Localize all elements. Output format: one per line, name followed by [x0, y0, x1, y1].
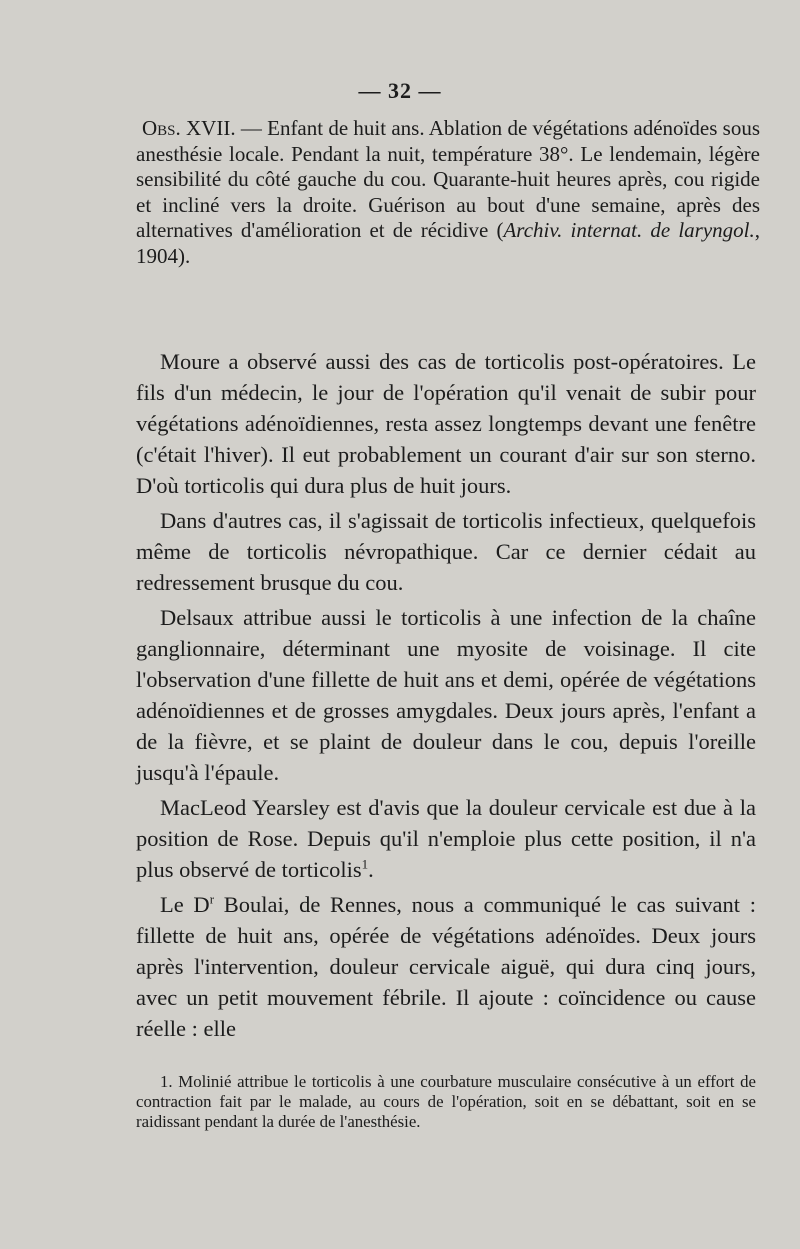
main-text	[136, 346, 756, 1044]
page-number: — 32 —	[358, 78, 442, 103]
observation-text: — Enfant de huit ans. Ablation de végétations adénoïdes sous anesthésie locale. Pendant la nuit, température 38°. Le lendemain, légère sensibilité du côté gauche du cou. Quarante-huit heures après, cou rigide et incliné vers la droite. Guérison au bout d'une semaine, après des alternatives d'amélioration et de récidive (	[136, 116, 760, 243]
footnote-marker: 1	[361, 856, 369, 872]
paragraph-boulai-text: Boulai, de Rennes, nous a communiqué le cas suivant : fillette de huit ans, opérée de végétations adénoïdes. Deux jours après l'intervention, douleur cervicale aiguë, qui dura cinq jours, avec un petit mouvement fébrile. Il ajoute : coïncidence ou cause réelle : elle	[136, 892, 756, 1041]
observation-reference-year: , 1904).	[136, 218, 760, 268]
paragraph-boulai	[136, 889, 756, 1044]
paragraph-boulai-start: Le D	[160, 892, 210, 917]
observation-block	[136, 116, 760, 270]
paragraph-macleod-text: MacLeod Yearsley est d'avis que la douleur cervicale est due à la position de Rose. Depuis qu'il n'emploie plus cette position, il n'a plus observé de torticolis	[136, 795, 756, 882]
observation-label: Obs. XVII.	[142, 116, 236, 140]
paragraph-infectious: Dans d'autres cas, il s'agissait de torticolis infectieux, quelquefois même de torticolis névropathique. Car ce dernier cédait au redressement brusque du cou.	[136, 508, 756, 595]
footnote: 1. Molinié attribue le torticolis à une courbature musculaire consécutive à un effort de contraction fait par le malade, au cours de l'opération, soit en se débattant, soit en se raidissant pendant la durée de l'anesthésie.	[136, 1072, 756, 1131]
doctor-abbrev-sup: r	[209, 891, 215, 907]
observation-reference-title: Archiv. internat. de laryngol.	[503, 218, 755, 243]
paragraph-moure: Moure a observé aussi des cas de torticolis post-opératoires. Le fils d'un médecin, le jour de l'opération qu'il venait de subir pour végétations adénoïdiennes, resta assez longtemps devant une fenêtre (c'était l'hiver). Il eut probablement un courant d'air sur son sterno. D'où torticolis qui dura plus de huit jours.	[136, 349, 756, 498]
paragraph-macleod: MacLeod Yearsley est d'avis que la douleur cervicale est due à la position de Rose. Depuis qu'il n'emploie plus cette position, il n'a plus observé de torticolis$^1$.	[136, 795, 756, 882]
paragraph-delsaux: Delsaux attribue aussi le torticolis à une infection de la chaîne ganglionnaire, déterminant une myosite de voisinage. Il cite l'observation d'une fillette de huit ans et demi, opérée de végétations adénoïdiennes et de grosses amygdales. Deux jours après, l'enfant a de la fièvre, et se plaint de douleur dans le cou, depuis l'oreille jusqu'à l'épaule.	[136, 605, 756, 785]
